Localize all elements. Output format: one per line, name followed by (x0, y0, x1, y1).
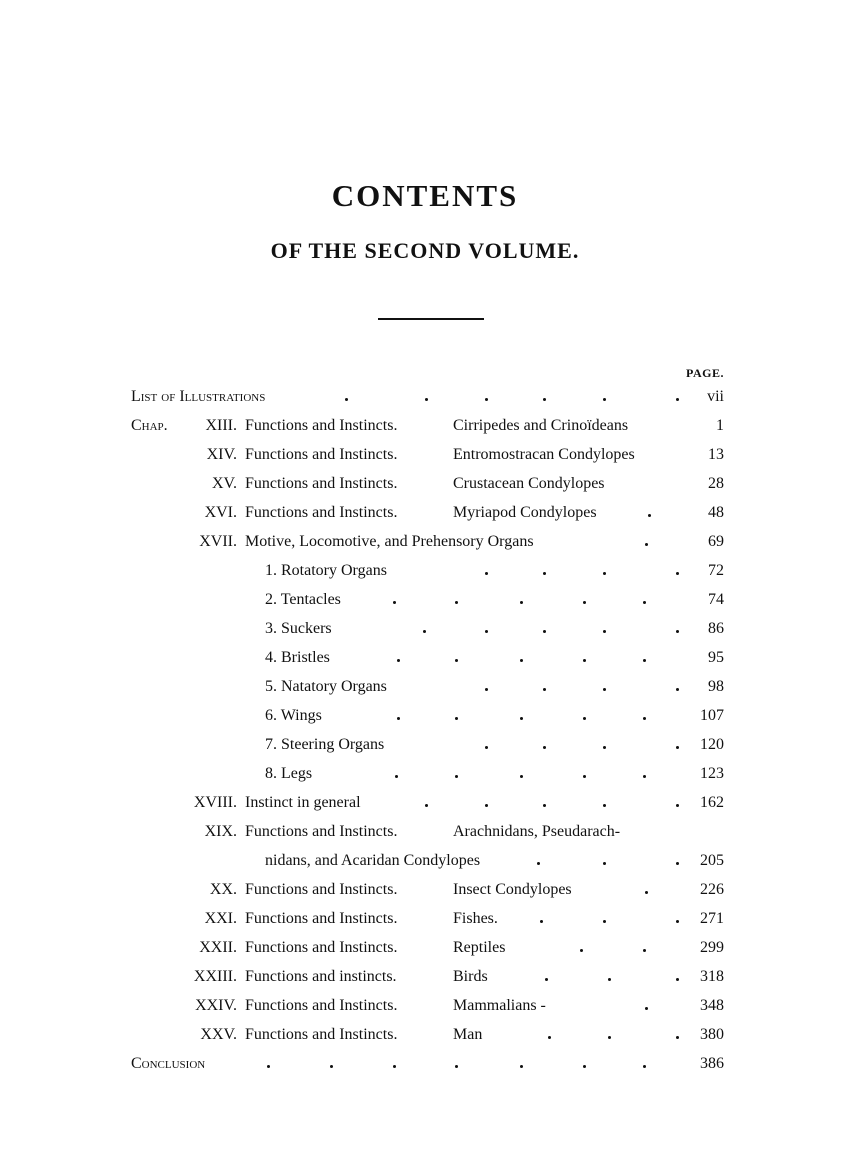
toc-entry (0, 643, 850, 672)
chapter-subject: Cirripedes and Crinoïdeans (453, 417, 629, 434)
toc-entry (0, 440, 850, 469)
chapter-numeral: XXV. (200, 1026, 237, 1043)
leader-dot (543, 572, 546, 575)
chapter-numeral: XVII. (199, 533, 237, 550)
section-label: 6. Wings (265, 707, 322, 724)
leader-dot (520, 775, 523, 778)
chapter-topic: Functions and Instincts. (245, 504, 398, 521)
chapter-subject: Crustacean Condylopes (453, 475, 605, 492)
toc-entry (0, 962, 850, 991)
leader-dot (603, 804, 606, 807)
toc-entry (0, 875, 850, 904)
leader-dot (580, 949, 583, 952)
toc-entry (0, 846, 850, 875)
leader-dot (608, 1036, 611, 1039)
chapter-topic: Functions and instincts. (245, 968, 397, 985)
section-label: 2. Tentacles (265, 591, 341, 608)
chapter-numeral: XVIII. (193, 794, 237, 811)
leader-dot (425, 804, 428, 807)
page-number: 205 (700, 852, 724, 869)
leader-dot (543, 804, 546, 807)
page-number: 69 (708, 533, 724, 550)
page-number: 299 (700, 939, 724, 956)
leader-dot (676, 862, 679, 865)
chapter-numeral: XXII. (199, 939, 237, 956)
page-number: 86 (708, 620, 724, 637)
page-number: 162 (700, 794, 724, 811)
toc-entry (0, 498, 850, 527)
chapter-topic: Functions and Instincts. (245, 881, 398, 898)
toc-entry (0, 527, 850, 556)
page-number: 1 (716, 417, 724, 434)
leader-dot (645, 891, 648, 894)
toc-entry (0, 556, 850, 585)
leader-dot (676, 630, 679, 633)
table-of-contents (0, 382, 850, 1078)
toc-entry (0, 614, 850, 643)
leader-dot (676, 920, 679, 923)
toc-entry (0, 904, 850, 933)
leader-dot (267, 1065, 270, 1068)
toc-entry (0, 991, 850, 1020)
page-number: 13 (708, 446, 724, 463)
section-label: 7. Steering Organs (265, 736, 385, 753)
chapter-subject: Man (453, 1026, 483, 1043)
leader-dot (520, 1065, 523, 1068)
page-number: 95 (708, 649, 724, 666)
leader-dot (603, 572, 606, 575)
leader-dot (603, 688, 606, 691)
page-number: 48 (708, 504, 724, 521)
leader-dot (540, 920, 543, 923)
leader-dot (455, 717, 458, 720)
chapter-numeral: XXI. (204, 910, 237, 927)
chapter-numeral: XIX. (204, 823, 237, 840)
leader-dot (603, 398, 606, 401)
toc-entry (0, 1049, 850, 1078)
leader-dot (676, 688, 679, 691)
leader-dot (645, 543, 648, 546)
leader-dot (485, 398, 488, 401)
leader-dot (395, 775, 398, 778)
leader-dot (676, 398, 679, 401)
leader-dot (397, 659, 400, 662)
page-number: 123 (700, 765, 724, 782)
leader-dot (423, 630, 426, 633)
page-number: 28 (708, 475, 724, 492)
page-number: 226 (700, 881, 724, 898)
page-number: 72 (708, 562, 724, 579)
section-label: 3. Suckers (265, 620, 332, 637)
leader-dot (485, 630, 488, 633)
toc-entry (0, 411, 850, 440)
chapter-prefix: Chap. (131, 417, 168, 434)
leader-dot (485, 688, 488, 691)
leader-dot (455, 659, 458, 662)
chapter-topic: Functions and Instincts. (245, 823, 398, 840)
leader-dot (603, 862, 606, 865)
leader-dot (543, 688, 546, 691)
leader-dot (520, 659, 523, 662)
page-number: 74 (708, 591, 724, 608)
chapter-topic: Functions and Instincts. (245, 997, 398, 1014)
chapter-numeral: XX. (209, 881, 237, 898)
leader-dot (537, 862, 540, 865)
leader-dot (583, 775, 586, 778)
chapter-numeral: XVI. (204, 504, 237, 521)
chapter-topic: Functions and Instincts. (245, 910, 398, 927)
toc-entry (0, 730, 850, 759)
toc-entry (0, 759, 850, 788)
leader-dot (520, 601, 523, 604)
leader-dot (643, 601, 646, 604)
page-number: 318 (700, 968, 724, 985)
page-title: CONTENTS (331, 178, 519, 213)
chapter-topic: Functions and Instincts. (245, 446, 398, 463)
page-number: vii (707, 388, 724, 405)
leader-dot (603, 630, 606, 633)
section-label: 8. Legs (265, 765, 313, 782)
leader-dot (603, 746, 606, 749)
leader-dot (643, 659, 646, 662)
toc-entry (0, 672, 850, 701)
leader-dot (485, 746, 488, 749)
toc-entry (0, 701, 850, 730)
chapter-subject: Entromostracan Condylopes (453, 446, 635, 463)
leader-dot (330, 1065, 333, 1068)
leader-dot (485, 804, 488, 807)
leader-dot (676, 746, 679, 749)
page-subtitle: OF THE SECOND VOLUME. (270, 238, 580, 263)
leader-dot (643, 717, 646, 720)
toc-entry (0, 788, 850, 817)
chapter-subject: Arachnidans, Pseudarach- (453, 823, 621, 840)
leader-dot (583, 601, 586, 604)
toc-entry (0, 1020, 850, 1049)
chapter-subject: Reptiles (453, 939, 506, 956)
leader-dot (643, 949, 646, 952)
toc-entry (0, 933, 850, 962)
leader-dot (345, 398, 348, 401)
leader-dot (583, 717, 586, 720)
toc-front-label: List of Illustrations (131, 388, 266, 405)
leader-dot (643, 1065, 646, 1068)
leader-dot (543, 746, 546, 749)
leader-dot (543, 398, 546, 401)
chapter-topic: Functions and Instincts. (245, 475, 398, 492)
toc-front-label: Conclusion (131, 1055, 206, 1072)
leader-dot (645, 1007, 648, 1010)
leader-dot (397, 717, 400, 720)
chapter-subject: Mammalians - (453, 997, 546, 1014)
leader-dot (455, 775, 458, 778)
page-number: 98 (708, 678, 724, 695)
leader-dot (676, 804, 679, 807)
page-number: 348 (700, 997, 724, 1014)
page-number: 271 (700, 910, 724, 927)
continuation-label: nidans, and Acaridan Condylopes (265, 852, 481, 869)
leader-dot (648, 514, 651, 517)
chapter-subject: Myriapod Condylopes (453, 504, 597, 521)
chapter-numeral: XIII. (205, 417, 237, 434)
chapter-topic: Motive, Locomotive, and Prehensory Organs (245, 533, 534, 550)
page-number: 386 (700, 1055, 724, 1072)
leader-dot (393, 601, 396, 604)
toc-entry (0, 469, 850, 498)
leader-dot (520, 717, 523, 720)
section-label: 5. Natatory Organs (265, 678, 387, 695)
page-number: 380 (700, 1026, 724, 1043)
leader-dot (608, 978, 611, 981)
leader-dot (548, 1036, 551, 1039)
toc-entry (0, 817, 850, 846)
leader-dot (455, 601, 458, 604)
page-column-label: PAGE. (686, 366, 724, 380)
leader-dot (603, 920, 606, 923)
section-label: 4. Bristles (265, 649, 330, 666)
page-number: 107 (700, 707, 724, 724)
leader-dot (545, 978, 548, 981)
leader-dot (676, 1036, 679, 1039)
leader-dot (485, 572, 488, 575)
leader-dot (643, 775, 646, 778)
chapter-topic: Functions and Instincts. (245, 939, 398, 956)
leader-dot (583, 1065, 586, 1068)
leader-dot (425, 398, 428, 401)
section-label: 1. Rotatory Organs (265, 562, 387, 579)
title-rule (378, 318, 484, 320)
chapter-numeral: XIV. (206, 446, 237, 463)
chapter-numeral: XXIV. (195, 997, 237, 1014)
leader-dot (543, 630, 546, 633)
toc-entry (0, 382, 850, 411)
chapter-subject: Birds (453, 968, 488, 985)
leader-dot (676, 572, 679, 575)
chapter-topic: Functions and Instincts. (245, 417, 398, 434)
chapter-numeral: XV. (211, 475, 237, 492)
leader-dot (393, 1065, 396, 1068)
leader-dot (455, 1065, 458, 1068)
chapter-numeral: XXIII. (193, 968, 237, 985)
leader-dot (583, 659, 586, 662)
page-number: 120 (700, 736, 724, 753)
chapter-topic: Functions and Instincts. (245, 1026, 398, 1043)
toc-entry (0, 585, 850, 614)
chapter-topic: Instinct in general (245, 794, 361, 811)
leader-dot (676, 978, 679, 981)
chapter-subject: Fishes. (453, 910, 498, 927)
chapter-subject: Insect Condylopes (453, 881, 572, 898)
